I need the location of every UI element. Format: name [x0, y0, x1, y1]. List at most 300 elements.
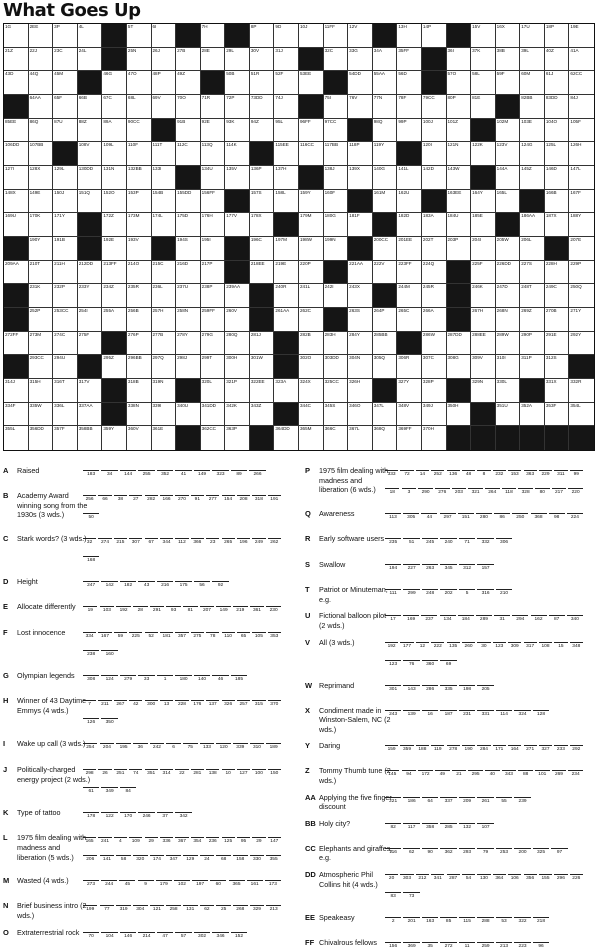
grid-cell[interactable]	[496, 48, 521, 72]
grid-cell[interactable]	[78, 332, 103, 356]
answer-blank[interactable]: 365	[229, 880, 245, 889]
answer-blank[interactable]: 94	[402, 770, 416, 779]
grid-cell[interactable]	[29, 213, 54, 237]
answer-blank[interactable]: 205	[477, 685, 493, 694]
answer-blank[interactable]: 327	[539, 745, 552, 754]
grid-cell[interactable]	[274, 379, 299, 403]
grid-cell[interactable]	[250, 213, 275, 237]
answer-blank[interactable]: 89	[231, 470, 247, 479]
answer-blank[interactable]: 103	[100, 606, 114, 615]
answer-blank[interactable]: 284	[477, 745, 490, 754]
grid-cell[interactable]	[348, 24, 373, 48]
answer-blank[interactable]: 124	[101, 675, 117, 684]
answer-blank[interactable]: 243	[385, 710, 401, 719]
answer-blank[interactable]: 199	[83, 905, 97, 914]
answer-blank[interactable]: 219	[233, 606, 247, 615]
answer-blank[interactable]: 207	[200, 606, 214, 615]
answer-blank[interactable]: 97	[551, 848, 567, 857]
answer-blank[interactable]: 252	[431, 470, 444, 479]
grid-cell[interactable]	[397, 95, 422, 119]
answer-blank[interactable]: 51	[403, 538, 419, 547]
answer-blank[interactable]: 40	[485, 770, 499, 779]
answer-blank[interactable]: 45	[119, 880, 135, 889]
grid-cell[interactable]	[471, 48, 496, 72]
grid-cell[interactable]	[4, 213, 29, 237]
answer-blank[interactable]: 28	[133, 606, 147, 615]
grid-cell[interactable]	[373, 142, 398, 166]
grid-cell[interactable]	[274, 190, 299, 214]
grid-cell[interactable]	[127, 190, 152, 214]
grid-cell[interactable]	[4, 379, 29, 403]
answer-blank[interactable]: 79	[477, 848, 493, 857]
answer-blank[interactable]: 355	[266, 855, 280, 864]
grid-cell[interactable]	[299, 24, 324, 48]
answer-blank[interactable]: 109	[129, 837, 142, 846]
answer-blank[interactable]: 2	[385, 917, 401, 926]
answer-blank[interactable]: 139	[403, 710, 419, 719]
grid-cell[interactable]	[545, 71, 570, 95]
answer-blank[interactable]: 10	[222, 769, 235, 778]
answer-blank[interactable]: 13	[160, 700, 173, 709]
answer-blank[interactable]: 215	[114, 538, 127, 547]
answer-blank[interactable]: 264	[485, 488, 499, 497]
grid-cell[interactable]	[422, 95, 447, 119]
grid-cell[interactable]	[324, 166, 349, 190]
grid-cell[interactable]	[78, 142, 103, 166]
answer-blank[interactable]: 91	[191, 495, 204, 504]
grid-cell[interactable]	[4, 24, 29, 48]
grid-cell[interactable]	[496, 403, 521, 427]
grid-cell[interactable]	[348, 308, 373, 332]
answer-blank[interactable]: 222	[431, 642, 444, 651]
answer-blank[interactable]: 113	[385, 513, 401, 522]
answer-blank[interactable]: 195	[116, 743, 130, 752]
answer-blank[interactable]: 239	[514, 797, 530, 806]
grid-cell[interactable]	[569, 213, 594, 237]
grid-cell[interactable]	[102, 166, 127, 190]
answer-blank[interactable]: 42	[129, 700, 142, 709]
grid-cell[interactable]	[127, 261, 152, 285]
answer-blank[interactable]: 64	[422, 797, 438, 806]
answer-blank[interactable]: 181	[160, 632, 173, 641]
answer-blank[interactable]: 342	[175, 812, 191, 821]
answer-blank[interactable]: 172	[418, 770, 432, 779]
grid-cell[interactable]	[78, 403, 103, 427]
answer-blank[interactable]: 110	[222, 632, 235, 641]
grid-cell[interactable]	[520, 237, 545, 261]
grid-cell[interactable]	[53, 166, 78, 190]
grid-cell[interactable]	[520, 166, 545, 190]
grid-cell[interactable]	[127, 284, 152, 308]
grid-cell[interactable]	[299, 379, 324, 403]
answer-blank[interactable]: 223	[514, 942, 530, 951]
answer-blank[interactable]: 368	[531, 513, 547, 522]
grid-cell[interactable]	[176, 403, 201, 427]
answer-blank[interactable]: 224	[567, 513, 583, 522]
answer-blank[interactable]: 189	[266, 743, 280, 752]
answer-blank[interactable]: 258	[166, 905, 180, 914]
grid-cell[interactable]	[4, 166, 29, 190]
answer-blank[interactable]: 248	[422, 589, 438, 598]
grid-cell[interactable]	[373, 355, 398, 379]
grid-cell[interactable]	[569, 261, 594, 285]
answer-blank[interactable]: 182	[120, 581, 136, 590]
answer-blank[interactable]: 190	[462, 745, 475, 754]
grid-cell[interactable]	[324, 142, 349, 166]
grid-cell[interactable]	[29, 142, 54, 166]
answer-blank[interactable]: 84	[120, 787, 136, 796]
grid-cell[interactable]	[545, 95, 570, 119]
answer-blank[interactable]: 49	[435, 770, 449, 779]
answer-blank[interactable]: 128	[533, 710, 549, 719]
grid-cell[interactable]	[274, 426, 299, 450]
answer-blank[interactable]: 362	[440, 848, 456, 857]
grid-cell[interactable]	[299, 403, 324, 427]
grid-cell[interactable]	[274, 24, 299, 48]
answer-blank[interactable]: 130	[477, 874, 490, 883]
answer-blank[interactable]: 201	[403, 917, 419, 926]
grid-cell[interactable]	[225, 426, 250, 450]
grid-cell[interactable]	[422, 119, 447, 143]
grid-cell[interactable]	[53, 403, 78, 427]
answer-blank[interactable]: 356	[524, 874, 537, 883]
grid-cell[interactable]	[29, 308, 54, 332]
answer-blank[interactable]: 254	[83, 743, 97, 752]
grid-cell[interactable]	[53, 119, 78, 143]
answer-blank[interactable]: 164	[508, 745, 521, 754]
grid-cell[interactable]	[225, 95, 250, 119]
answer-blank[interactable]: 360	[422, 660, 438, 669]
answer-blank[interactable]: 86	[494, 513, 510, 522]
grid-cell[interactable]	[496, 355, 521, 379]
grid-cell[interactable]	[422, 403, 447, 427]
grid-cell[interactable]	[520, 119, 545, 143]
grid-cell[interactable]	[545, 379, 570, 403]
grid-cell[interactable]	[201, 403, 226, 427]
grid-cell[interactable]	[127, 95, 152, 119]
grid-cell[interactable]	[545, 48, 570, 72]
grid-cell[interactable]	[29, 71, 54, 95]
answer-blank[interactable]: 153	[508, 470, 521, 479]
answer-blank[interactable]: 157	[477, 564, 493, 573]
answer-blank[interactable]: 298	[83, 769, 96, 778]
grid-cell[interactable]	[447, 237, 472, 261]
grid-cell[interactable]	[569, 119, 594, 143]
grid-cell[interactable]	[496, 142, 521, 166]
grid-cell[interactable]	[397, 426, 422, 450]
answer-blank[interactable]: 276	[435, 488, 449, 497]
answer-blank[interactable]: 143	[403, 685, 419, 694]
answer-blank[interactable]: 359	[400, 745, 413, 754]
grid-cell[interactable]	[250, 261, 275, 285]
grid-cell[interactable]	[496, 332, 521, 356]
answer-blank[interactable]: 32	[83, 538, 96, 547]
answer-blank[interactable]: 326	[222, 700, 235, 709]
grid-cell[interactable]	[102, 355, 127, 379]
answer-blank[interactable]: 272	[440, 942, 456, 951]
answer-blank[interactable]: 208	[237, 495, 250, 504]
answer-blank[interactable]: 257	[237, 700, 250, 709]
answer-blank[interactable]: 210	[496, 589, 512, 598]
answer-blank[interactable]: 209	[459, 797, 475, 806]
grid-cell[interactable]	[225, 308, 250, 332]
answer-blank[interactable]: 129	[183, 855, 197, 864]
answer-blank[interactable]: 271	[524, 745, 537, 754]
answer-blank[interactable]: 23	[206, 538, 219, 547]
grid-cell[interactable]	[176, 142, 201, 166]
grid-cell[interactable]	[348, 71, 373, 95]
grid-cell[interactable]	[201, 379, 226, 403]
answer-blank[interactable]: 27	[129, 495, 142, 504]
grid-cell[interactable]	[324, 24, 349, 48]
grid-cell[interactable]	[397, 379, 422, 403]
answer-blank[interactable]: 48	[462, 470, 475, 479]
answer-blank[interactable]: 133	[200, 743, 214, 752]
answer-blank[interactable]: 66	[98, 495, 111, 504]
answer-blank[interactable]: 191	[268, 495, 281, 504]
answer-blank[interactable]: 213	[266, 905, 280, 914]
answer-blank[interactable]: 334	[83, 632, 96, 641]
answer-blank[interactable]: 136	[447, 470, 460, 479]
answer-blank[interactable]: 305	[403, 513, 419, 522]
answer-blank[interactable]: 281	[191, 769, 204, 778]
grid-cell[interactable]	[274, 142, 299, 166]
answer-blank[interactable]: 37	[157, 812, 173, 821]
answer-blank[interactable]: 55	[496, 797, 512, 806]
grid-cell[interactable]	[225, 48, 250, 72]
answer-blank[interactable]: 216	[157, 581, 173, 590]
grid-cell[interactable]	[250, 332, 275, 356]
answer-blank[interactable]: 226	[570, 874, 583, 883]
answer-blank[interactable]: 88	[518, 770, 532, 779]
grid-cell[interactable]	[496, 284, 521, 308]
grid-cell[interactable]	[545, 355, 570, 379]
grid-cell[interactable]	[127, 48, 152, 72]
answer-blank[interactable]: 370	[268, 700, 281, 709]
answer-blank[interactable]: 75	[183, 743, 197, 752]
grid-cell[interactable]	[29, 284, 54, 308]
grid-cell[interactable]	[225, 355, 250, 379]
answer-blank[interactable]: 236	[206, 837, 219, 846]
answer-blank[interactable]: 197	[192, 880, 208, 889]
answer-blank[interactable]: 145	[385, 770, 399, 779]
answer-blank[interactable]: 280	[476, 513, 492, 522]
answer-blank[interactable]: 357	[175, 632, 188, 641]
answer-blank[interactable]: 225	[129, 632, 142, 641]
grid-cell[interactable]	[545, 332, 570, 356]
grid-cell[interactable]	[422, 261, 447, 285]
grid-cell[interactable]	[225, 379, 250, 403]
answer-blank[interactable]: 123	[493, 642, 506, 651]
answer-blank[interactable]: 335	[440, 685, 456, 694]
answer-blank[interactable]: 308	[83, 675, 99, 684]
answer-blank[interactable]: 307	[129, 538, 142, 547]
answer-blank[interactable]: 235	[385, 538, 401, 547]
answer-blank[interactable]: 286	[422, 685, 438, 694]
grid-cell[interactable]	[397, 284, 422, 308]
answer-blank[interactable]: 62	[200, 905, 214, 914]
grid-cell[interactable]	[102, 142, 127, 166]
answer-blank[interactable]: 212	[416, 874, 429, 883]
answer-blank[interactable]: 337	[440, 797, 456, 806]
grid-cell[interactable]	[78, 119, 103, 143]
grid-cell[interactable]	[78, 261, 103, 285]
grid-cell[interactable]	[422, 426, 447, 450]
grid-cell[interactable]	[569, 95, 594, 119]
grid-cell[interactable]	[53, 426, 78, 450]
answer-blank[interactable]: 315	[252, 700, 265, 709]
grid-cell[interactable]	[4, 71, 29, 95]
answer-blank[interactable]: 299	[403, 589, 419, 598]
grid-cell[interactable]	[152, 261, 177, 285]
grid-cell[interactable]	[520, 261, 545, 285]
answer-blank[interactable]: 9	[138, 880, 154, 889]
grid-cell[interactable]	[176, 190, 201, 214]
grid-cell[interactable]	[447, 166, 472, 190]
grid-cell[interactable]	[29, 95, 54, 119]
answer-blank[interactable]: 329	[250, 905, 264, 914]
grid-cell[interactable]	[152, 48, 177, 72]
grid-cell[interactable]	[373, 332, 398, 356]
answer-blank[interactable]: 87	[549, 615, 565, 624]
grid-cell[interactable]	[299, 332, 324, 356]
answer-blank[interactable]: 15	[554, 642, 567, 651]
answer-blank[interactable]: 169	[403, 615, 419, 624]
answer-blank[interactable]: 177	[400, 642, 413, 651]
grid-cell[interactable]	[4, 332, 29, 356]
grid-cell[interactable]	[53, 95, 78, 119]
answer-blank[interactable]: 233	[554, 745, 567, 754]
grid-cell[interactable]	[373, 48, 398, 72]
grid-cell[interactable]	[447, 119, 472, 143]
answer-blank[interactable]: 5	[459, 589, 475, 598]
answer-blank[interactable]: 218	[533, 917, 549, 926]
answer-blank[interactable]: 291	[150, 606, 164, 615]
grid-cell[interactable]	[545, 190, 570, 214]
grid-cell[interactable]	[250, 24, 275, 48]
grid-cell[interactable]	[496, 379, 521, 403]
answer-blank[interactable]: 310	[250, 743, 264, 752]
answer-blank[interactable]: 237	[421, 615, 437, 624]
grid-cell[interactable]	[4, 426, 29, 450]
answer-blank[interactable]: 268	[233, 905, 247, 914]
grid-cell[interactable]	[569, 237, 594, 261]
answer-blank[interactable]: 22	[175, 769, 188, 778]
grid-cell[interactable]	[373, 426, 398, 450]
grid-cell[interactable]	[53, 284, 78, 308]
grid-cell[interactable]	[496, 190, 521, 214]
answer-blank[interactable]: 297	[440, 513, 456, 522]
grid-cell[interactable]	[274, 261, 299, 285]
answer-blank[interactable]: 198	[459, 685, 475, 694]
grid-cell[interactable]	[176, 261, 201, 285]
answer-blank[interactable]: 303	[400, 874, 413, 883]
answer-blank[interactable]: 132	[459, 823, 475, 832]
answer-blank[interactable]: 131	[183, 905, 197, 914]
answer-blank[interactable]: 162	[531, 615, 547, 624]
answer-blank[interactable]: 320	[133, 855, 147, 864]
answer-blank[interactable]: 52	[145, 632, 158, 641]
grid-cell[interactable]	[471, 355, 496, 379]
answer-blank[interactable]: 59	[114, 632, 127, 641]
answer-blank[interactable]: 238	[83, 650, 99, 659]
grid-cell[interactable]	[225, 142, 250, 166]
grid-cell[interactable]	[324, 48, 349, 72]
answer-blank[interactable]: 262	[268, 538, 281, 547]
grid-cell[interactable]	[324, 403, 349, 427]
grid-cell[interactable]	[152, 332, 177, 356]
answer-blank[interactable]: 312	[459, 564, 475, 573]
grid-cell[interactable]	[447, 403, 472, 427]
answer-blank[interactable]: 314	[160, 769, 173, 778]
grid-cell[interactable]	[78, 95, 103, 119]
grid-cell[interactable]	[471, 284, 496, 308]
grid-cell[interactable]	[373, 71, 398, 95]
answer-blank[interactable]: 138	[206, 769, 219, 778]
grid-cell[interactable]	[29, 332, 54, 356]
answer-blank[interactable]: 69	[440, 660, 456, 669]
answer-blank[interactable]: 159	[385, 745, 398, 754]
grid-cell[interactable]	[201, 355, 226, 379]
grid-cell[interactable]	[569, 403, 594, 427]
grid-cell[interactable]	[324, 379, 349, 403]
answer-blank[interactable]: 34	[101, 470, 117, 479]
grid-cell[interactable]	[569, 166, 594, 190]
grid-cell[interactable]	[397, 190, 422, 214]
answer-blank[interactable]: 184	[458, 615, 474, 624]
grid-cell[interactable]	[520, 142, 545, 166]
grid-cell[interactable]	[78, 48, 103, 72]
grid-cell[interactable]	[324, 237, 349, 261]
grid-cell[interactable]	[471, 24, 496, 48]
answer-blank[interactable]: 213	[496, 942, 512, 951]
answer-blank[interactable]: 316	[477, 589, 493, 598]
grid-cell[interactable]	[176, 213, 201, 237]
grid-cell[interactable]	[348, 426, 373, 450]
grid-cell[interactable]	[520, 332, 545, 356]
answer-blank[interactable]: 35	[422, 942, 438, 951]
answer-blank[interactable]: 234	[568, 770, 582, 779]
answer-blank[interactable]: 3	[402, 488, 416, 497]
grid-cell[interactable]	[4, 119, 29, 143]
grid-cell[interactable]	[397, 261, 422, 285]
answer-blank[interactable]: 161	[247, 880, 263, 889]
answer-blank[interactable]: 367	[175, 837, 188, 846]
grid-cell[interactable]	[397, 48, 422, 72]
grid-cell[interactable]	[373, 190, 398, 214]
grid-cell[interactable]	[520, 213, 545, 237]
grid-cell[interactable]	[496, 24, 521, 48]
grid-cell[interactable]	[250, 71, 275, 95]
answer-blank[interactable]: 85	[440, 917, 456, 926]
answer-blank[interactable]: 364	[493, 874, 506, 883]
grid-cell[interactable]	[53, 213, 78, 237]
grid-cell[interactable]	[176, 71, 201, 95]
answer-blank[interactable]: 178	[83, 812, 99, 821]
answer-blank[interactable]: 217	[552, 488, 566, 497]
grid-cell[interactable]	[102, 190, 127, 214]
answer-blank[interactable]: 100	[252, 769, 265, 778]
grid-cell[interactable]	[471, 142, 496, 166]
grid-cell[interactable]	[53, 355, 78, 379]
answer-blank[interactable]: 188	[416, 745, 429, 754]
answer-blank[interactable]: 183	[83, 470, 99, 479]
grid-cell[interactable]	[127, 142, 152, 166]
grid-cell[interactable]	[373, 95, 398, 119]
grid-cell[interactable]	[176, 308, 201, 332]
answer-blank[interactable]: 77	[100, 905, 114, 914]
answer-blank[interactable]: 101	[535, 770, 549, 779]
